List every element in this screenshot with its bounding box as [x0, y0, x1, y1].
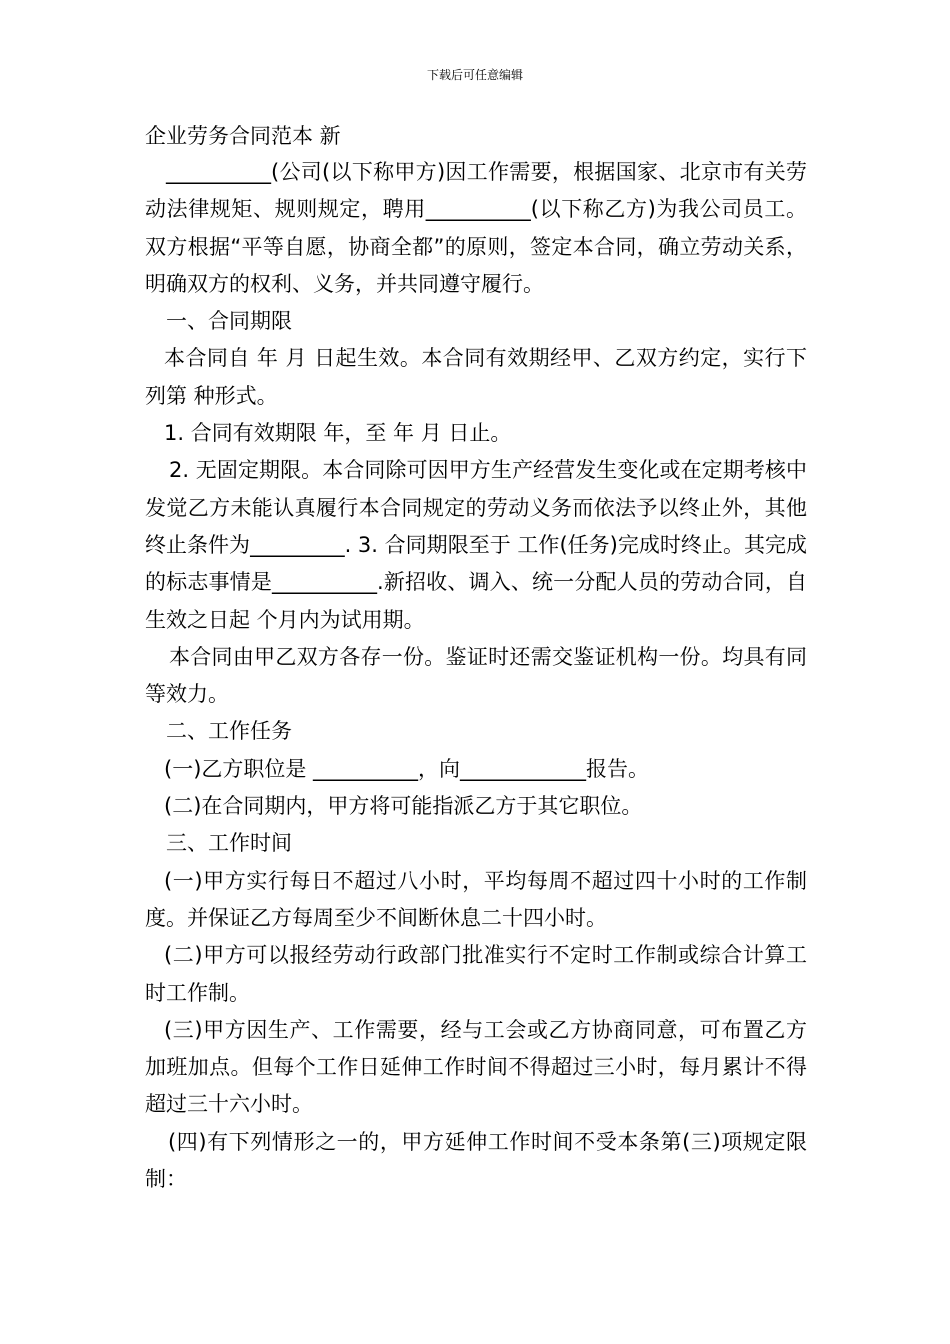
- section-heading-work-hours: 三、工作时间: [166, 831, 292, 856]
- document-body: [145, 118, 807, 1198]
- paragraph-effective-date: 本合同自 年 月 日起生效。本合同有效期经甲、乙双方约定，实行下列第 种形式。: [145, 346, 807, 408]
- paragraph-overtime: (三)甲方因生产、工作需要，经与工会或乙方协商同意，可布置乙方加班加点。但每个工作日延伸工作时间不得超过三小时，每月累计不得超过三十六小时。: [145, 1017, 807, 1117]
- paragraph-fixed-term: 1. 合同有效期限 年，至 年 月 日止。: [164, 421, 512, 446]
- section-heading-contract-term: 一、合同期限: [166, 309, 292, 334]
- page-header: 下载后可任意编辑: [426, 68, 523, 82]
- document-title: 企业劳务合同范本 新: [145, 124, 341, 148]
- section-heading-work-tasks: 二、工作任务: [166, 719, 292, 744]
- paragraph-flexible-hours: (二)甲方可以报经劳动行政部门批准实行不定时工作制或综合计算工时工作制。: [145, 943, 807, 1005]
- intro-paragraph: __________(公司(以下称甲方)因工作需要，根据国家、北京市有关劳动法律规矩、规则规定，聘用__________(以下称乙方)为我公司员工。双方根据“平等自愿，协商全都”的原则，签定本合同，确立劳动关系，明确双方的权利、义务，并共同遵守履行。: [145, 160, 807, 296]
- paragraph-reassignment: (二)在合同期内，甲方将可能指派乙方于其它职位。: [164, 794, 643, 819]
- paragraph-overtime-exceptions: (四)有下列情形之一的，甲方延伸工作时间不受本条第(三)项规定限制：: [145, 1129, 807, 1192]
- paragraph-open-term: 2. 无固定期限。本合同除可因甲方生产经营发生变化或在定期考核中发觉乙方未能认真履行本合同规定的劳动义务而依法予以终止外，其他终止条件为_________. 3. 合同期限至于 工作(任务)完成时终止。其完成的标志事情是__________.新招收、调入、统一分配人员的劳动合同，自生效之日起 个月内为试用期。: [145, 458, 807, 632]
- paragraph-copies: 本合同由甲乙双方各存一份。鉴证时还需交鉴证机构一份。均具有同等效力。: [145, 644, 807, 707]
- paragraph-position: (一)乙方职位是 __________，向____________报告。: [164, 756, 650, 781]
- paragraph-hours-limit: (一)甲方实行每日不超过八小时，平均每周不超过四十小时的工作制度。并保证乙方每周至少不间断休息二十四小时。: [145, 868, 807, 930]
